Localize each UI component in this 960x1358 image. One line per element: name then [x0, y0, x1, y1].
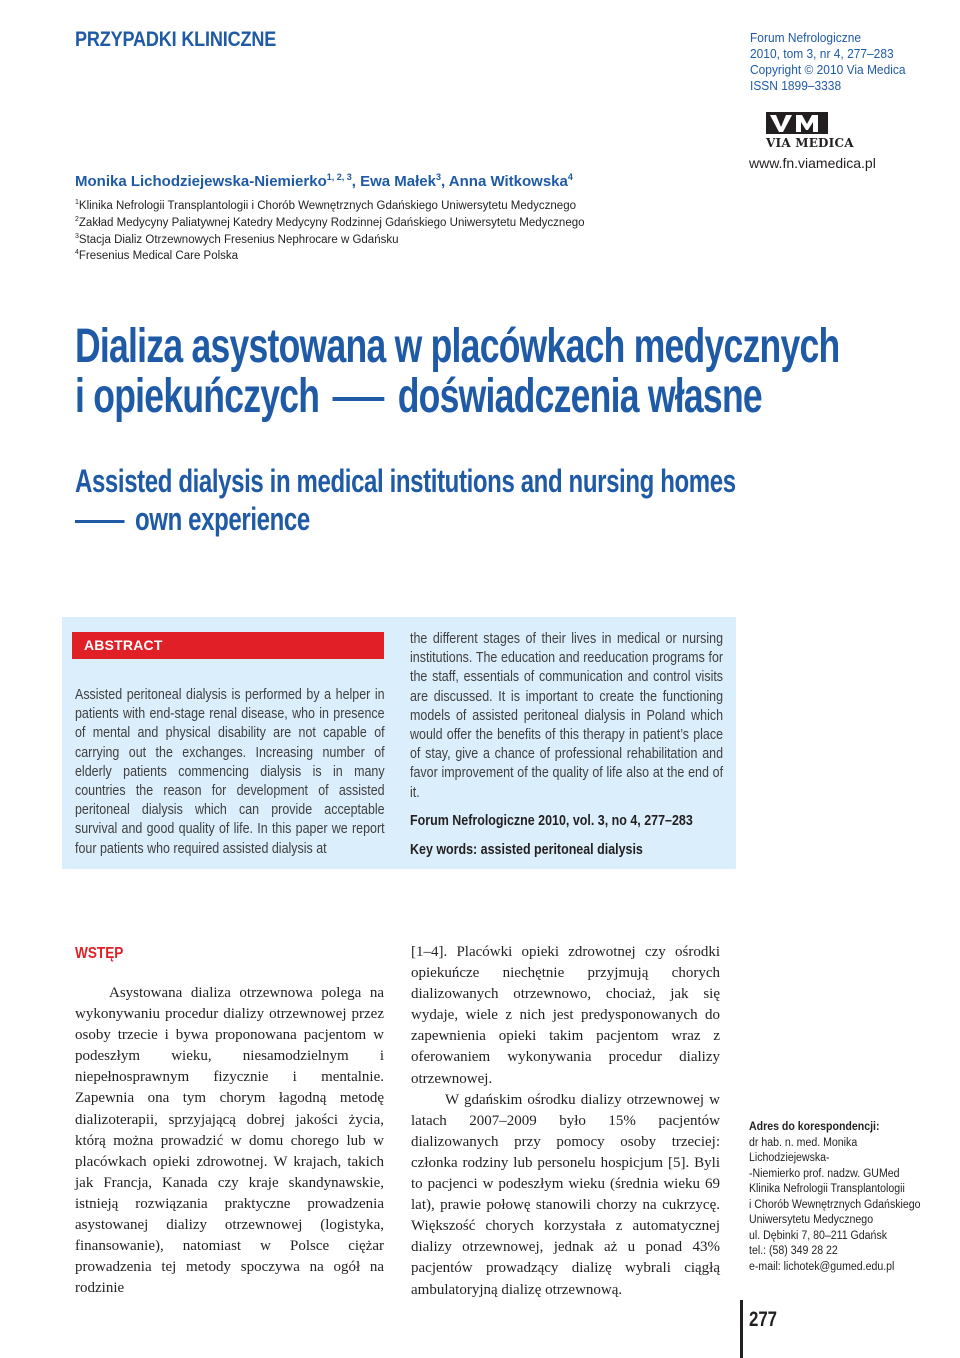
author-affiliation-marks: 1, 2, 3 [326, 172, 352, 182]
author-name: Monika Lichodziejewska-Niemierko [75, 173, 327, 190]
correspondence-email: e-mail: lichotek@gumed.edu.pl [749, 1260, 895, 1273]
affiliation-item: $^4$Fresenius Medical Care Polska [75, 249, 239, 263]
author-name: Ewa Małek [360, 173, 436, 190]
body-column-right [411, 942, 720, 1301]
journal-issue: 2010, tom 3, nr 4, 277–283 [750, 46, 894, 61]
correspondence-line: dr hab. n. med. Monika Lichodziejewska- [749, 1136, 858, 1164]
author-affiliation-marks: 3 [436, 172, 442, 182]
citation: Forum Nefrologiczne 2010, vol. 3, no 4, 277–283 [410, 813, 693, 829]
abstract-text-left: Assisted peritoneal dialysis is performed by a helper in patients with end-stage renal disease, who in presence of mental and physical disability are not capable of carrying out the exchanges. Increasing number of elderly patients commencing dialysis is in many countries the reason for development of assisted peritoneal dialysis which can provide acceptable survival and good quality of life. In this paper we report four patients who required assisted dialysis at [75, 687, 385, 857]
affiliation-item: $^3$Stacja Dializ Otrzewnowych Fresenius Nephrocare w Gdańsku [75, 232, 399, 246]
publisher-logo-text: VIA MEDICA [766, 136, 854, 150]
journal-website: www.fn.viamedica.pl [749, 155, 876, 171]
affiliation-item: $^1$Klinika Nefrologii Transplantologii i Chorób Wewnętrznych Gdańskiego Uniwersytetu Medycznego [75, 199, 576, 212]
correspondence-line: i Chorób Wewnętrznych Gdańskiego [749, 1198, 921, 1211]
journal-info [750, 30, 906, 94]
correspondence-line: -Niemierko prof. nadzw. GUMed [749, 1167, 900, 1180]
body-paragraph: Asystowana dializa otrzewnowa polega na wykonywaniu procedur dializy otrzewnowej przez osoby trzecie i bywa proponowana pacjentom w podeszłym wieku, niesamodzielnym i niepełnosprawnym fizycznie i mentalnie. Zapewnia ona tym chorym łagodną metodę dializoterapii, sprzyjającą dobrej jakości życia, którą można prowadzić w domu chorego lub w placówkach opieki zdrowotnej. W krajach, takich jak Francja, Kanada czy kraje skandynawskie, istnieją rozwiązania praktyczne prowadzenia asystowanej dializy otrzewnowej (logistyka, finansowanie), natomiast w Polsce ciężar prowadzenia tej metody spoczywa na ogół na rodzinie [75, 985, 384, 1297]
affiliations [75, 196, 585, 263]
correspondence-line: ul. Dębinki 7, 80–211 Gdańsk [749, 1229, 888, 1242]
correspondence-address [749, 1120, 933, 1275]
body-column-left [75, 983, 384, 1299]
keywords: Key words: assisted peritoneal dialysis [410, 842, 643, 858]
article-title-en: Assisted dialysis in medical institutions and nursing homes own experience [75, 463, 736, 537]
article-title-pl: Dializa asystowana w placówkach medycznych i opiekuńczych doświadczenia własne [75, 320, 840, 423]
section-label: PRZYPADKI KLINICZNE [75, 28, 277, 51]
title-dash [333, 397, 385, 401]
page-number-rule [740, 1300, 743, 1358]
affiliation-item: $^2$Zakład Medycyny Paliatywnej Katedry Medycyny Rodzinnej Gdańskiego Uniwersytetu Medycznego [75, 215, 585, 229]
section-heading: WSTĘP [75, 945, 124, 962]
title-dash [75, 520, 125, 523]
authors: Monika Lichodziejewska-Niemierko$^{1, 2, 3}$, Ewa Małek$^3$, Anna Witkowska$^4$ [75, 172, 573, 190]
abstract-label: ABSTRACT [72, 632, 384, 659]
body-paragraph: W gdańskim ośrodku dializy otrzewnowej w latach 2007–2009 było 15% pacjentów dializowanych przy pomocy osoby trzeciej: członka rodziny lub personelu hospicjum [5]. Byli to pacjenci w podeszłym wieku (średnia wieku 69 lat), prawie połowę stanowili chorzy na cukrzycę. Większość chorych korzystała z automatycznej dializy otrzewnowej, jednak aż u ponad 43% pacjentów prowadzący dializę wybrali ciągłą ambulatoryjną dializę otrzewnową. [411, 1091, 720, 1298]
abstract-text-right: the different stages of their lives in medical or nursing institutions. The education and reeducation programs for the staff, essentials of communication and control visits are discussed. It is important to create the functioning models of assisted peritoneal dialysis in Poland which would offer the benefits of this therapy in patient’s place of stay, give a chance of professional rehabilitation and favor improvement of the quality of life also at the end of it. [410, 631, 724, 801]
author-affiliation-marks: 4 [567, 172, 573, 182]
body-paragraph: [1–4]. Placówki opieki zdrowotnej czy ośrodki opiekuńcze niechętnie przyjmują chorych dializowanych otrzewnowo, chociaż, jak się wydaje, wiele z nich jest predysponowanych do zapewnienia opieki takim pacjentom wraz z oferowaniem wykonywania procedur dializy otrzewnowej. [411, 944, 720, 1087]
journal-copyright: Copyright © 2010 Via Medica [750, 62, 906, 77]
journal-issn: ISSN 1899–3338 [750, 78, 842, 93]
correspondence-line: Uniwersytetu Medycznego [749, 1214, 874, 1226]
correspondence-line: Klinika Nefrologii Transplantologii [749, 1183, 905, 1195]
correspondence-label: Adres do korespondencji: [749, 1121, 880, 1133]
correspondence-line: tel.: (58) 349 28 22 [749, 1245, 838, 1257]
journal-name: Forum Nefrologiczne [750, 30, 862, 45]
page-number: 277 [749, 1308, 778, 1331]
via-medica-logo-icon [766, 112, 828, 134]
author-name: Anna Witkowska [448, 173, 568, 190]
publisher-logo [766, 112, 854, 150]
